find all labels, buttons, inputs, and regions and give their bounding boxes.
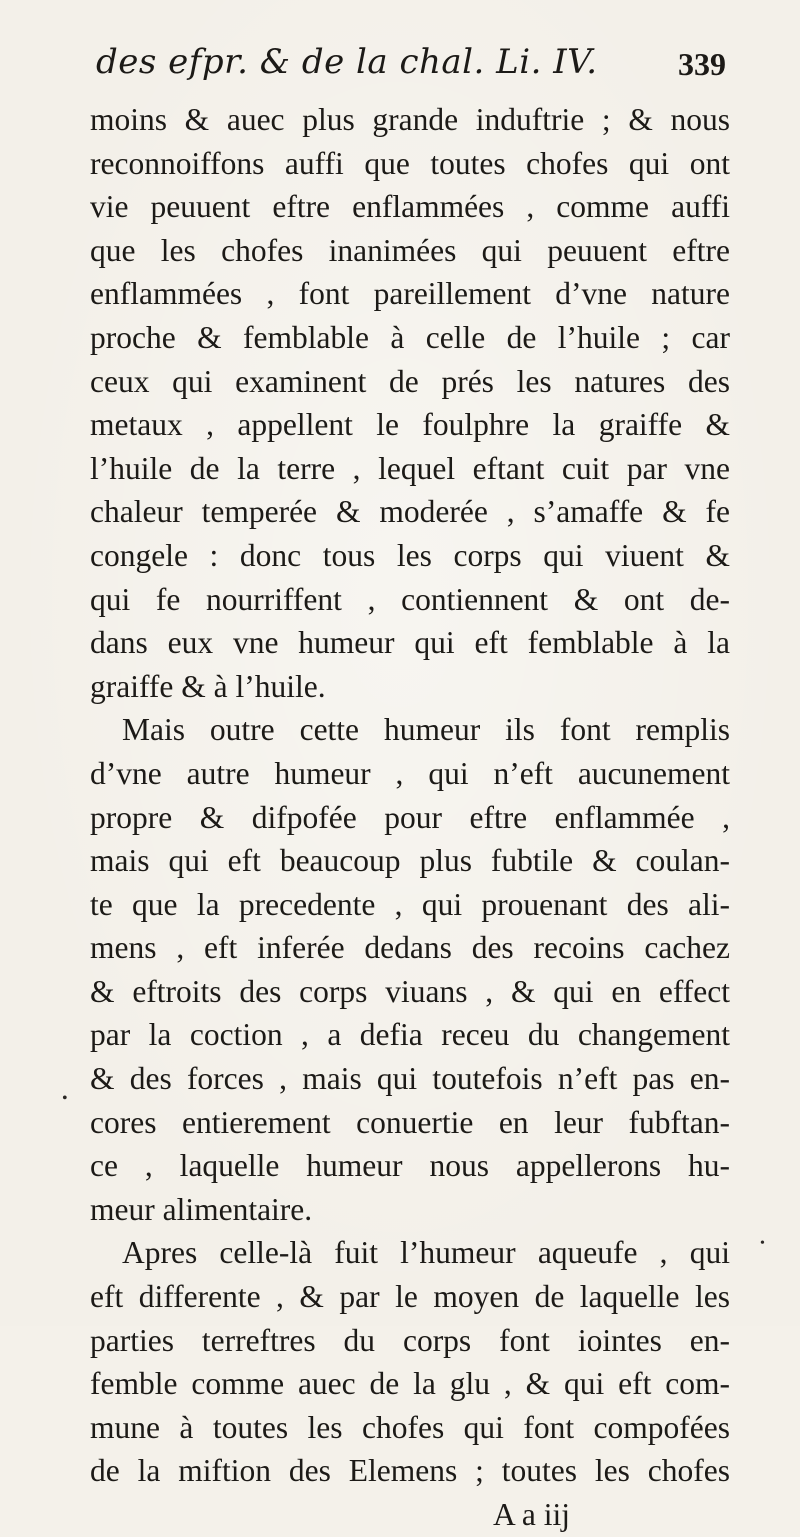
running-head [96, 42, 726, 92]
text-line: graiffe & à l’huile. [90, 668, 326, 704]
text-line: te que la precedente , qui prouenant des ali- [90, 886, 730, 922]
text-line: Apres celle-là fuit l’humeur aqueufe , qui [122, 1235, 730, 1271]
text-line: mune à toutes les chofes qui font compofées [90, 1409, 730, 1445]
text-line: d’vne autre humeur , qui n’eft aucunement [90, 755, 730, 791]
text-line: Mais outre cette humeur ils font remplis [122, 712, 730, 748]
text-line: chaleur temperée & moderée , s’amaffe & fe [90, 494, 730, 530]
text-line: que les chofes inanimées qui peuuent eftre [90, 232, 730, 268]
signature-mark: A a iij [493, 1497, 570, 1532]
text-line: cores entierement conuertie en leur fubftan- [90, 1104, 730, 1140]
body-text [90, 98, 730, 1537]
text-line: mens , eft inferée dedans des recoins cachez [90, 930, 730, 966]
text-line: dans eux vne humeur qui eft femblable à la [90, 625, 730, 661]
text-line: reconnoiffons auffi que toutes chofes qui ont [90, 145, 730, 181]
text-line: ceux qui examinent de prés les natures des [90, 363, 730, 399]
text-line: enflammées , font pareillement d’vne nature [90, 276, 730, 312]
text-line: mais qui eft beaucoup plus fubtile & coulan- [90, 843, 730, 879]
text-line: propre & difpofée pour eftre enflammée , [90, 799, 730, 835]
text-line: vie peuuent eftre enflammées , comme auffi [90, 189, 730, 225]
text-line: & eftroits des corps viuans , & qui en effect [90, 973, 730, 1009]
page-number: 339 [678, 46, 726, 82]
text-line: l’huile de la terre , lequel eftant cuit par vne [90, 450, 730, 486]
text-line: qui fe nourriffent , contiennent & ont de- [90, 581, 730, 617]
text-line: parties terreftres du corps font iointes en- [90, 1322, 730, 1358]
text-line: congele : donc tous les corps qui viuent & [90, 537, 730, 573]
margin-speck: • [62, 1090, 68, 1107]
text-line: moins & auec plus grande induftrie ; & nous [90, 102, 730, 137]
running-title: des efpr. & de la chal. Li. IV. [96, 42, 598, 82]
text-line: meur alimentaire. [90, 1191, 313, 1227]
text-line: & des forces , mais qui toutefois n’eft pas en- [90, 1061, 730, 1097]
text-line: proche & femblable à celle de l’huile ; car [90, 319, 730, 355]
text-line: par la coction , a defia receu du changement [90, 1017, 730, 1053]
text-line: eft differente , & par le moyen de laquelle les [90, 1279, 730, 1315]
text-line: de la miftion des Elemens ; toutes les chofes [90, 1453, 730, 1489]
text-line: femble comme auec de la glu , & qui eft com- [90, 1366, 730, 1402]
margin-speck: • [760, 1236, 765, 1251]
text-line: ce , laquelle humeur nous appellerons hu- [90, 1148, 730, 1184]
text-line: metaux , appellent le foulphre la graiffe & [90, 407, 730, 443]
